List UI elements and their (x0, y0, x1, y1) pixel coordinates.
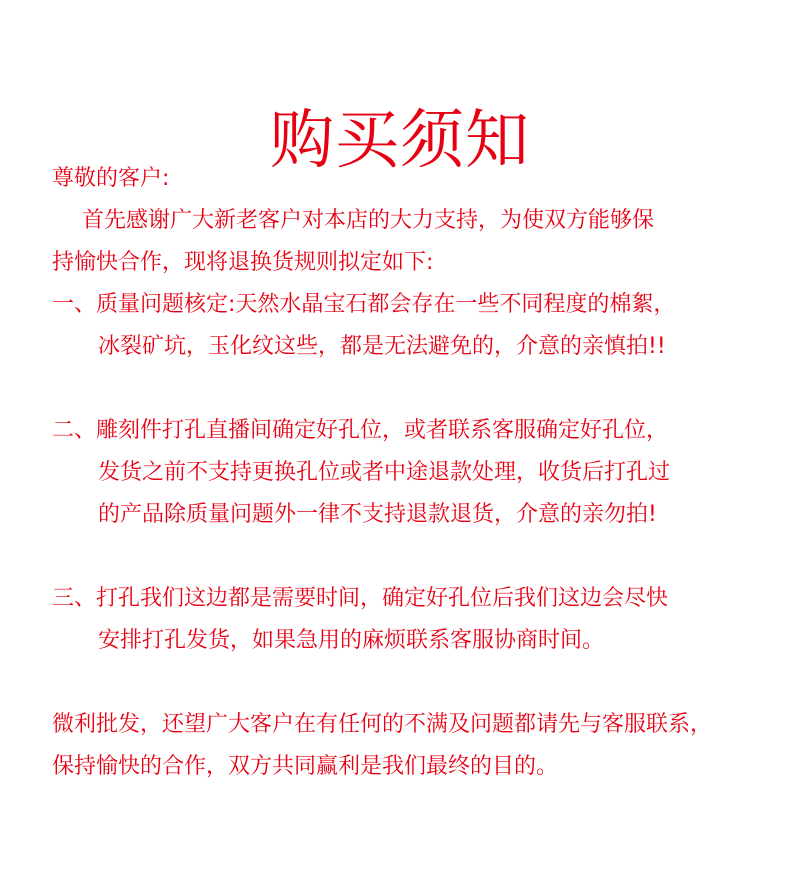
page-title: 购买须知 (270, 103, 530, 178)
intro-line-2: 持愉快合作，现将退换货规则拟定如下: (52, 250, 434, 275)
rule-1-line-2: 冰裂矿坑，玉化纹这些，都是无法避免的，介意的亲慎拍!! (98, 334, 666, 359)
rule-1-line-1: 一、质量问题核定:天然水晶宝石都会存在一些不同程度的棉絮， (52, 292, 676, 317)
rule-2-line-3: 的产品除质量问题外一律不支持退款退货，介意的亲勿拍! (98, 502, 657, 527)
closing-line-2: 保持愉快的合作，双方共同赢利是我们最终的目的。 (52, 754, 559, 779)
rule-3-line-2: 安排打孔发货，如果急用的麻烦联系客服协商时间。 (98, 628, 605, 653)
intro-line-1: 首先感谢广大新老客户对本店的大力支持，为使双方能够保 (82, 208, 655, 233)
greeting: 尊敬的客户: (52, 166, 170, 191)
rule-2-line-1: 二、雕刻件打孔直播间确定好孔位，或者联系客服确定好孔位， (52, 418, 669, 443)
rule-3-line-1: 三、打孔我们这边都是需要时间，确定好孔位后我们这边会尽快 (52, 586, 669, 611)
rule-2-line-2: 发货之前不支持更换孔位或者中途退款处理，收货后打孔过 (98, 460, 671, 485)
closing-line-1: 微利批发，还望广大客户在有任何的不满及问题都请先与客服联系， (52, 712, 713, 737)
